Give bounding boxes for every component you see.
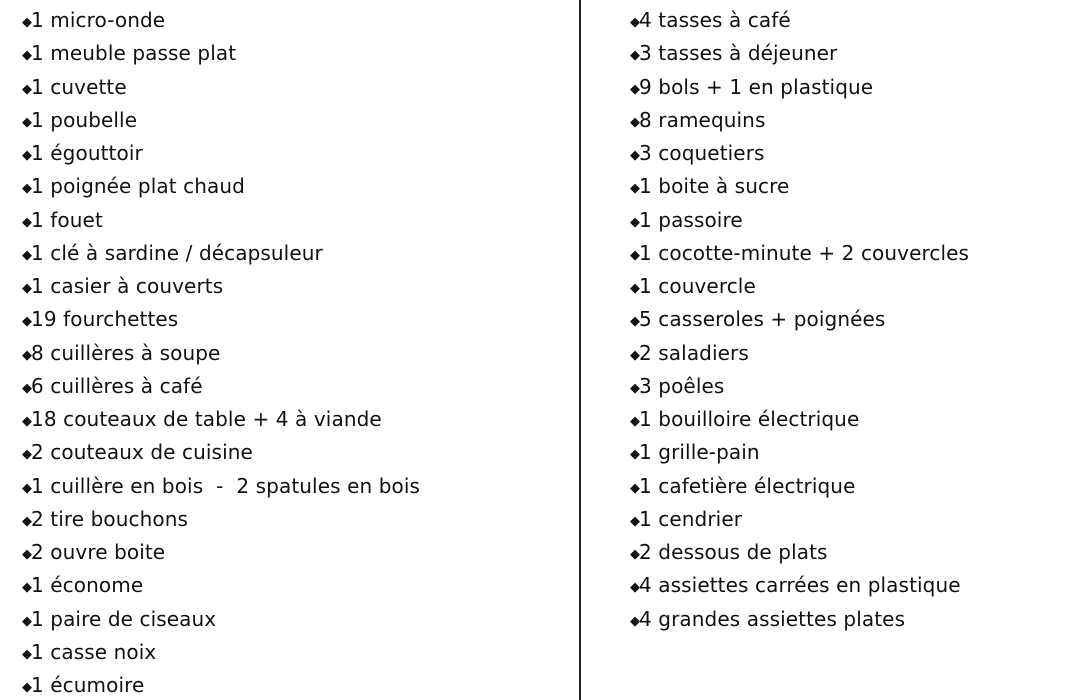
list-item [630,569,969,602]
list-item-text: 4 tasses à café [639,8,791,32]
list-item [630,603,969,636]
list-item [630,436,969,469]
list-item-text: 5 casseroles + poignées [639,307,886,332]
diamond-bullet-icon: ◆ [630,480,641,496]
list-item-text: 1 cocotte-minute + 2 couvercles [639,240,970,265]
list-item [630,370,969,403]
list-item [630,71,969,104]
list-item-text: 1 cuillère en bois - 2 spatules en bois [31,473,421,498]
list-item [630,170,969,203]
list-item [630,536,969,569]
list-item-text: 8 cuillères à soupe [31,340,221,365]
diamond-bullet-icon: ◆ [630,513,641,529]
list-item-text: 3 coquetiers [639,141,765,165]
list-item-text: 1 fouet [31,207,103,232]
diamond-bullet-icon: ◆ [630,114,641,130]
diamond-bullet-icon: ◆ [22,81,33,97]
list-item-text: 1 clé à sardine / décapsuleur [31,240,323,265]
diamond-bullet-icon: ◆ [22,680,33,695]
diamond-bullet-icon: ◆ [22,414,33,429]
diamond-bullet-icon: ◆ [630,414,641,429]
diamond-bullet-icon: ◆ [630,380,641,396]
list-item [630,4,969,37]
list-item-text: 1 casier à couverts [31,274,224,298]
list-item-text: 1 économe [31,573,144,598]
diamond-bullet-icon: ◆ [630,247,641,263]
diamond-bullet-icon: ◆ [22,480,33,496]
list-item [22,403,420,436]
list-item-text: 19 fourchettes [31,307,179,332]
diamond-bullet-icon: ◆ [630,214,641,230]
list-item [630,403,969,436]
list-item-text: 8 ramequins [639,107,766,132]
list-item [22,536,420,569]
list-item-text: 2 tire bouchons [31,506,189,531]
list-item [630,470,969,503]
list-item [22,4,420,37]
diamond-bullet-icon: ◆ [630,48,641,64]
list-item [630,37,969,70]
list-item-text: 1 bouilloire électrique [639,407,860,431]
list-item [22,470,420,503]
diamond-bullet-icon: ◆ [630,81,641,97]
left-inventory-list [22,4,420,700]
diamond-bullet-icon: ◆ [630,347,641,363]
list-item [22,270,420,303]
diamond-bullet-icon: ◆ [22,314,33,330]
diamond-bullet-icon: ◆ [22,646,33,662]
diamond-bullet-icon: ◆ [630,15,641,30]
list-item [22,237,420,270]
diamond-bullet-icon: ◆ [630,447,641,463]
diamond-bullet-icon: ◆ [630,547,641,562]
list-item-text: 2 saladiers [639,340,749,365]
diamond-bullet-icon: ◆ [22,15,33,30]
list-item-text: 3 tasses à déjeuner [639,41,838,66]
list-item-text: 1 poignée plat chaud [31,174,245,199]
diamond-bullet-icon: ◆ [22,214,33,230]
list-item-text: 9 bols + 1 en plastique [639,74,874,99]
list-item-text: 4 assiettes carrées en plastique [639,573,961,598]
diamond-bullet-icon: ◆ [22,247,33,263]
list-item-text: 1 écumoire [31,673,145,697]
diamond-bullet-icon: ◆ [22,347,33,363]
list-item-text: 2 ouvre boite [31,540,166,564]
list-item [22,569,420,602]
list-item [630,270,969,303]
list-item [22,104,420,137]
list-item-text: 18 couteaux de table + 4 à viande [31,407,382,431]
list-item-text: 1 grille-pain [639,440,760,465]
diamond-bullet-icon: ◆ [630,580,641,596]
diamond-bullet-icon: ◆ [22,148,33,163]
list-item [22,337,420,370]
list-item [630,337,969,370]
diamond-bullet-icon: ◆ [22,613,33,629]
list-item [22,71,420,104]
diamond-bullet-icon: ◆ [630,314,641,330]
list-item [22,370,420,403]
diamond-bullet-icon: ◆ [22,281,33,296]
list-item-text: 1 couvercle [639,274,756,298]
list-item [630,204,969,237]
list-item [630,137,969,170]
list-item-text: 1 cendrier [639,506,743,531]
list-item [630,237,969,270]
list-item [22,137,420,170]
diamond-bullet-icon: ◆ [22,547,33,562]
list-item-text: 4 grandes assiettes plates [639,606,906,631]
list-item-text: 2 couteaux de cuisine [31,440,253,465]
list-item [22,204,420,237]
list-item-text: 1 passoire [639,207,743,232]
diamond-bullet-icon: ◆ [22,181,33,197]
diamond-bullet-icon: ◆ [22,114,33,130]
list-item-text: 1 poubelle [31,107,138,132]
list-item-text: 1 paire de ciseaux [31,606,217,631]
list-item-text: 1 casse noix [31,639,157,664]
list-item [630,503,969,536]
list-item [22,170,420,203]
list-item-text: 1 cuvette [31,74,127,99]
list-item-text: 1 meuble passe plat [31,41,237,66]
diamond-bullet-icon: ◆ [22,380,33,396]
list-item-text: 1 micro-onde [31,8,166,32]
list-item [22,503,420,536]
diamond-bullet-icon: ◆ [22,513,33,529]
list-item [22,436,420,469]
diamond-bullet-icon: ◆ [22,447,33,463]
diamond-bullet-icon: ◆ [630,613,641,629]
diamond-bullet-icon: ◆ [630,181,641,197]
list-item [22,669,420,700]
column-divider [579,0,581,700]
list-item-text: 1 égouttoir [31,141,143,165]
right-inventory-list [630,4,969,636]
diamond-bullet-icon: ◆ [22,580,33,596]
list-item-text: 2 dessous de plats [639,540,828,564]
diamond-bullet-icon: ◆ [22,48,33,64]
list-item-text: 3 poêles [639,373,725,398]
list-item [22,303,420,336]
list-item [22,37,420,70]
list-item-text: 6 cuillères à café [31,373,203,398]
list-item-text: 1 boite à sucre [639,174,790,199]
list-item [22,636,420,669]
list-item [630,303,969,336]
diamond-bullet-icon: ◆ [630,148,641,163]
diamond-bullet-icon: ◆ [630,281,641,296]
list-item-text: 1 cafetière électrique [639,473,856,498]
list-item [630,104,969,137]
list-item [22,603,420,636]
